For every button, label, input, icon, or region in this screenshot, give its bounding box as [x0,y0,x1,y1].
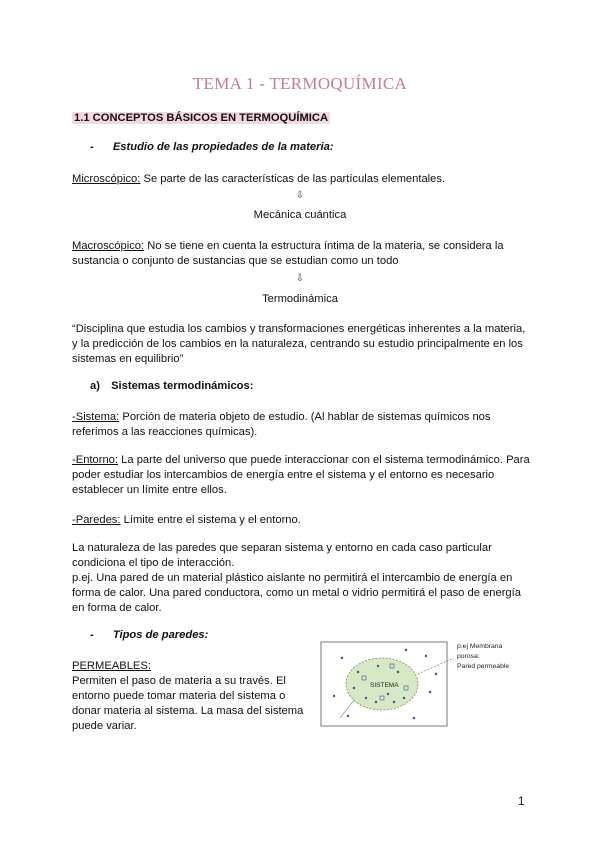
sistema-line-1: Porción de materia objeto de estudio. (Al hablar de sistemas químicos nos [119,411,491,423]
diagram-note-line: porosa: [457,653,480,660]
subsection-heading [90,380,253,392]
microscopic-term: Microscópico: [72,173,141,185]
quote-line: y la predicción de los cambios en la naturaleza, centrando su estudio principalmente en los [72,338,523,350]
entorno-line-2: poder estudiar los intercambios de energía entre el sistema y el entorno es necesario [72,469,495,481]
macroscopic-result: Termodinámica [262,293,338,305]
entorno-paragraph [72,453,530,498]
page-number: 1 [518,796,525,808]
paredes-text: Límite entre el sistema y el entorno. [120,514,301,526]
macroscopic-term: Macroscópico: [72,240,145,252]
system-label: SISTEMA [370,682,399,689]
microscopic-text: Se parte de las características de las partículas elementales. [140,173,446,185]
bullet-heading-walls [90,629,208,641]
bullet-heading-properties [90,141,334,153]
entorno-term: -Entorno: [72,454,119,466]
quote-line: “Disciplina que estudia los cambios y transformaciones energéticas inherentes a la materia, [72,323,526,335]
entorno-line-1: La parte del universo que puede interaccionar con el sistema termodinámico. Para [118,454,530,466]
bullet-dash: - [90,141,94,153]
entorno-line-3: establecer un límite entre ellos. [72,484,227,496]
permeables-line: donar materia al sistema. La masa del sistema [72,705,304,717]
permeables-line: puede variar. [72,720,137,732]
permeables-line: entorno puede tomar materia del sistema o [72,690,286,702]
naturaleza-line: La naturaleza de las paredes que separan sistema y entorno en cada caso particular [72,542,492,554]
permeables-line: Permiten el paso de materia a su través. El [72,675,286,687]
sistema-term: -Sistema: [72,411,120,423]
down-arrow-icon: ⇩ [295,273,305,284]
section-heading: 1.1 CONCEPTOS BÁSICOS EN TERMOQUÍMICA [74,112,329,124]
microscopic-paragraph [72,172,445,187]
bullet-dash: - [90,629,94,641]
naturaleza-line: p.ej. Una pared de un material plástico aislante no permitirá el intercambio de energía en [72,572,513,584]
naturaleza-line: condiciona el tipo de interacción. [72,557,235,569]
sistema-line-2: referimos a las reacciones químicas). [72,426,258,438]
permeables-paragraph [72,659,303,734]
definition-quote [72,322,525,367]
macroscopic-line-2: sustancia o conjunto de sustancias que se estudian como un todo [72,255,399,267]
naturaleza-line: forma de calor. Una pared conductora, como un metal o vidrio permitirá el paso de energía [72,587,521,599]
page-title: TEMA 1 - TERMOQUÍMICA [192,74,408,93]
permeable-wall-diagram [318,636,530,732]
naturaleza-paragraph [72,541,521,616]
bullet-text: Tipos de paredes: [112,629,209,641]
microscopic-result: Mecánica cuántica [253,209,347,221]
quote-line: sistemas en equilibrio” [72,353,184,365]
macroscopic-paragraph [72,239,504,269]
paredes-paragraph [72,513,301,528]
subsection-label: Sistemas termodinámicos: [111,380,254,392]
bullet-text: Estudio de las propiedades de la materia: [112,141,334,153]
diagram-note-line: p.ej Membrana [457,643,503,650]
paredes-term: -Paredes: [72,514,121,526]
down-arrow-icon: ⇩ [295,190,305,201]
sistema-paragraph [72,410,491,440]
naturaleza-line: en forma de calor. [72,602,162,614]
permeables-heading: PERMEABLES: [72,660,151,672]
subsection-marker: a) [90,380,100,392]
macroscopic-line-1: No se tiene en cuenta la estructura íntima de la materia, se considera la [144,240,504,252]
diagram-note-line: Pared permeable [457,663,510,670]
